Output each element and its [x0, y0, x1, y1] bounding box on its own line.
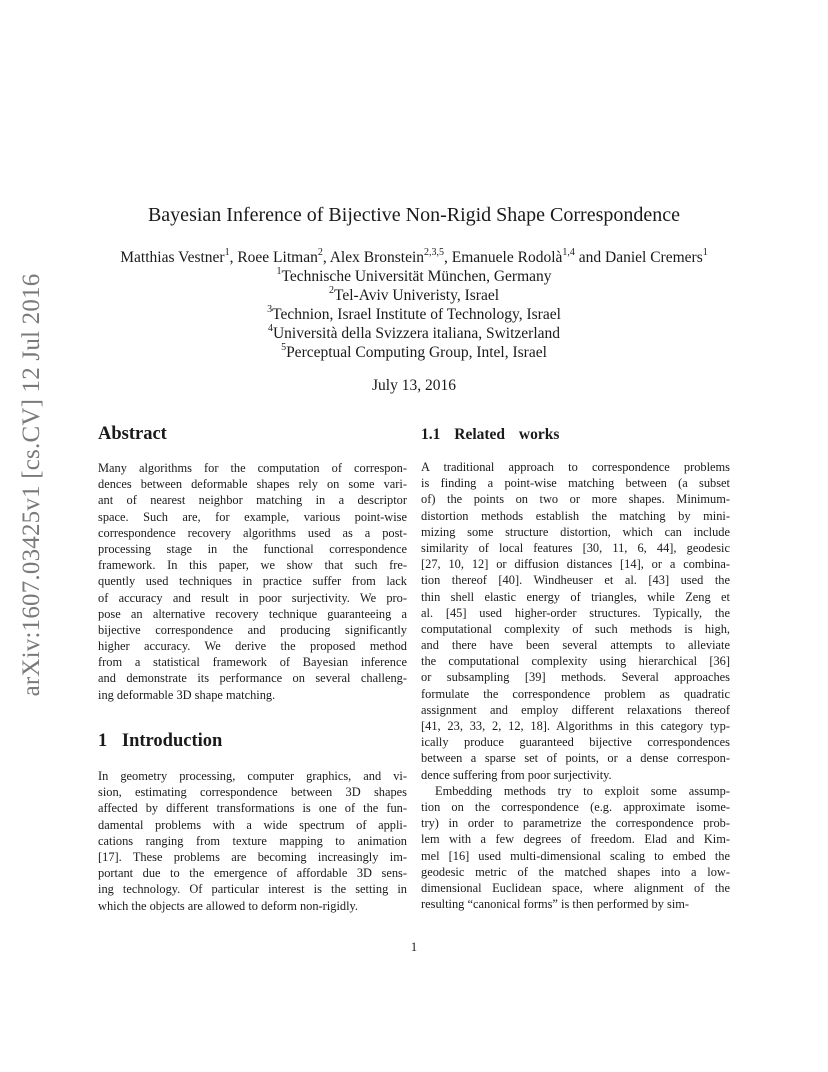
text-line: similarity of local features [30, 11, 6, 44], geodesic: [421, 540, 730, 555]
text-line: and demonstrate its performance on several challeng-: [98, 671, 407, 686]
text-line: tion thereof [40]. Windheuser et al. [43] used the: [421, 573, 730, 588]
text-line: correspondence recovery algorithms used as a post-: [98, 525, 407, 540]
abstract-heading: Abstract: [98, 424, 167, 444]
text-line: and there have been several attempts to alleviate: [421, 638, 730, 653]
affiliation: $^2$Tel-Aviv Univeristy, Israel: [328, 284, 500, 304]
text-line: framework. In this paper, we show that such fre-: [98, 558, 407, 573]
related-works-heading: 1.1 Related works: [421, 426, 560, 443]
text-line: of) the points on two or more shapes. Minimum-: [421, 492, 730, 507]
text-line: ing deformable 3D shape matching.: [98, 687, 276, 702]
affiliation: $^4$Università della Svizzera italiana, Switzerland: [267, 322, 561, 342]
related-works-body: [421, 459, 730, 912]
affiliation: $^1$Technische Universität München, Germany: [276, 265, 552, 285]
text-line: affected by different transformations is one of the fun-: [98, 801, 407, 816]
text-line: Embedding methods try to exploit some assump-: [435, 783, 730, 798]
abstract-body: [98, 460, 407, 703]
page-number: 1: [410, 940, 418, 954]
text-line: mel [16] used multi-dimensional scaling to embed the: [421, 848, 730, 863]
arxiv-id: arXiv:1607.03425v1 [cs.CV] 12 Jul 2016: [18, 273, 45, 696]
text-line: dimensional Euclidean space, where alignment of the: [421, 880, 730, 895]
author-list: Matthias Vestner$^1$, Roee Litman$^2$, Alex Bronstein$^{2,3,5}$, Emanuele Rodolà$^{1,4}$ and Daniel Cremers$^1$: [120, 246, 708, 266]
author: Daniel Cremers$^1$: [605, 246, 708, 266]
text-line: pose an alternative recovery technique guaranteeing a: [98, 606, 407, 621]
text-line: Many algorithms for the computation of correspon-: [98, 461, 407, 475]
affiliation: $^5$Perceptual Computing Group, Intel, Israel: [281, 341, 547, 361]
text-line: portant due to the emergence of affordable 3D sens-: [98, 866, 407, 881]
text-line: damental problems with a wide spectrum of appli-: [98, 817, 407, 832]
author: Emanuele Rodolà$^{1,4}$: [451, 246, 575, 266]
text-line: tion on the correspondence (e.g. approximate isome-: [421, 799, 730, 814]
text-line: ant of nearest neighbor matching in a descriptor: [98, 493, 407, 508]
text-line: bijective correspondence and producing significantly: [98, 622, 407, 637]
author: Roee Litman$^2$: [237, 246, 323, 266]
text-line: ing technology. Of particular interest is the setting in: [98, 882, 407, 897]
text-line: processing stage in the functional correspondence: [98, 541, 407, 556]
text-line: computational complexity of such methods is high,: [421, 621, 730, 636]
text-line: In geometry processing, computer graphics, and vi-: [98, 769, 407, 783]
text-line: distortion methods establish the matching by mini-: [421, 508, 730, 523]
text-line: quently used techniques in practice suffer from lack: [98, 574, 407, 589]
introduction-body: [98, 768, 407, 914]
text-line: higher accuracy. We derive the proposed method: [98, 639, 407, 654]
text-line: [41, 23, 33, 2, 12, 18]. Algorithms in this category typ-: [421, 719, 730, 733]
publication-date: July 13, 2016: [372, 377, 456, 394]
text-line: assignment and employ different relaxations thereof: [421, 702, 730, 717]
text-line: resulting “canonical forms” is then performed by sim-: [421, 897, 690, 912]
text-line: formulate the correspondence problem as quadratic: [421, 686, 730, 701]
text-line: al. [45] used higher-order structures. Typically, the: [421, 605, 730, 620]
introduction-heading: 1 Introduction: [98, 731, 223, 751]
text-line: [17]. These problems are becoming increasingly im-: [98, 849, 407, 864]
text-line: thin shell elastic energy of triangles, while Zeng et: [421, 589, 730, 604]
text-line: is finding a point-wise matching between (a subset: [421, 476, 730, 491]
text-line: dences between deformable shapes rely on some vari-: [98, 477, 407, 492]
paper-title: Bayesian Inference of Bijective Non-Rigid Shape Correspondence: [147, 204, 681, 226]
author: Matthias Vestner$^1$: [120, 246, 230, 266]
text-line: from a statistical framework of Bayesian inference: [98, 655, 407, 670]
text-line: which the objects are allowed to deform non-rigidly.: [98, 898, 359, 913]
text-line: cations ranging from texture mapping to animation: [98, 833, 407, 848]
text-line: between a sparse set of points, or a dense correspon-: [421, 751, 730, 766]
author: Alex Bronstein$^{2,3,5}$: [329, 246, 445, 266]
text-line: mizing some structure distortion, which can include: [421, 524, 730, 539]
text-line: lem with a few degrees of freedom. Elad and Kim-: [421, 832, 730, 847]
affiliation: $^3$Technion, Israel Institute of Technology, Israel: [267, 303, 561, 323]
text-line: [27, 10, 12] or diffusion distances [14], or a combina-: [421, 557, 730, 572]
text-line: dence suffering from poor surjectivity.: [421, 767, 612, 782]
text-line: try) in order to parametrize the correspondence prob-: [421, 816, 730, 831]
text-line: space. Such are, for example, various point-wise: [98, 509, 407, 524]
text-line: A traditional approach to correspondence problems: [421, 460, 730, 474]
text-line: of accuracy and result in poor surjectivity. We pro-: [98, 590, 407, 605]
text-line: or subsampling [39] methods. Several approaches: [421, 670, 730, 685]
text-line: sion, estimating correspondence between 3D shapes: [98, 785, 407, 800]
text-line: ically produce guaranteed bijective correspondences: [421, 735, 730, 750]
text-line: the computational complexity using hierarchical [36]: [421, 654, 730, 669]
text-line: geodesic metric of the matched shapes into a low-: [421, 864, 730, 879]
